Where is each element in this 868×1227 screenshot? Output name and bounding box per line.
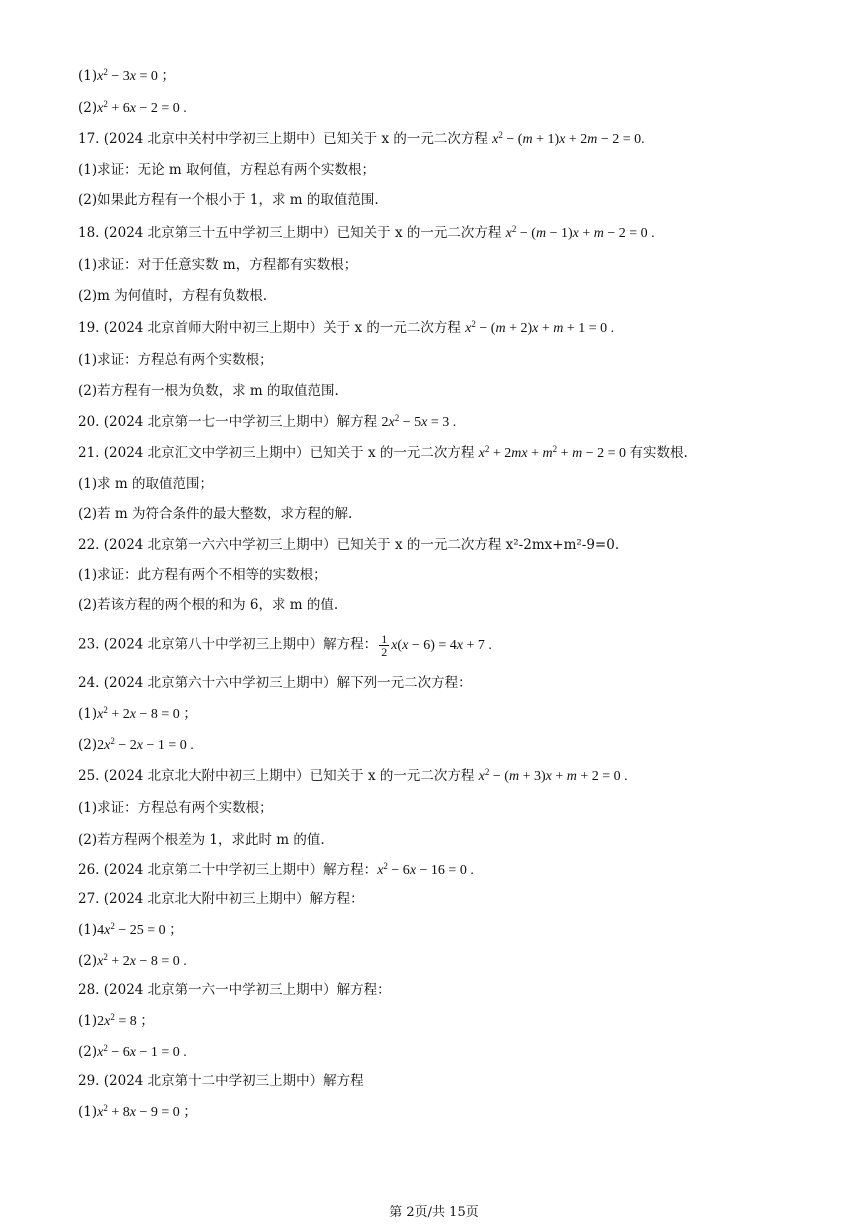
fraction-one-half: $\frac{1}{2}$ <box>381 632 388 659</box>
question-25: 25. (2024 北京北大附中初三上期中）已知关于 x 的一元二次方程 $x^2 - (m + 3)x + m + 2 = 0$ . <box>78 767 628 784</box>
equation: $x^2 - (m + 3)x + m + 2 = 0$ . <box>478 767 628 784</box>
equation: $2x^2 = 8$ ； <box>97 1012 155 1029</box>
question-29: 29. (2024 北京第十二中学初三上期中）解方程 <box>78 1073 364 1089</box>
question-28: 28. (2024 北京第一六一中学初三上期中）解方程： <box>78 982 391 998</box>
equation: $x^2 - (m - 1)x + m - 2 = 0$ . <box>505 224 655 241</box>
question-23: 23. (2024 北京第八十中学初三上期中）解方程： $\frac{1}{2}$ x(x − 6) = 4x + 7 . <box>78 632 492 659</box>
subquestion-29-1: $(1)x^2 + 8x - 9 = 0$ ； <box>78 1103 198 1120</box>
subquestion-21-2: (2)若 m 为符合条件的最大整数，求方程的解. <box>78 506 353 522</box>
subquestion-24-1: $(1)x^2 + 2x - 8 = 0$ ； <box>78 705 198 722</box>
subquestion-24-2: $(2)2x^2 - 2x - 1 = 0$ . <box>78 736 194 753</box>
question-19: 19. (2024 北京首师大附中初三上期中）关于 x 的一元二次方程 $x^2 - (m + 2)x + m + 1 = 0$ . <box>78 319 615 336</box>
subquestion-28-2: $(2)x^2 - 6x - 1 = 0$ . <box>78 1043 187 1060</box>
equation: $x^2 + 2mx + m^2 + m - 2 = 0$ <box>478 444 630 461</box>
question-18: 18. (2024 北京第三十五中学初三上期中）已知关于 x 的一元二次方程 $x^2 - (m - 1)x + m - 2 = 0$ . <box>78 224 655 241</box>
subquestion-18-2: (2)m 为何值时，方程有负数根. <box>78 288 268 304</box>
equation: $x^2 - 6x - 16 = 0$ . <box>377 861 474 878</box>
subquestion-28-1: $(1)2x^2 = 8$ ； <box>78 1012 155 1029</box>
subquestion-25-1: (1)求证：方程总有两个实数根； <box>78 800 273 816</box>
question-20: 20. (2024 北京第一七一中学初三上期中）解方程 $2x^2 - 5x = 3$ . <box>78 413 457 430</box>
subquestion-21-1: (1)求 m 的取值范围； <box>78 476 214 492</box>
subquestion-17-2: (2)如果此方程有一个根小于 1，求 m 的取值范围. <box>78 192 379 208</box>
question-26: 26. (2024 北京第二十中学初三上期中）解方程：$x^2 - 6x - 16 = 0$ . <box>78 861 474 878</box>
equation: $x^2 - 6x - 1 = 0$ . <box>97 1043 187 1060</box>
subquestion-27-1: $(1)4x^2 - 25 = 0$ ； <box>78 921 184 938</box>
subquestion-25-2: (2)若方程两个根差为 1，求此时 m 的值. <box>78 832 325 848</box>
equation: $x^2 + 8x - 9 = 0$ ； <box>97 1103 198 1120</box>
question-22: 22. (2024 北京第一六六中学初三上期中）已知关于 x 的一元二次方程 x²-2mx+m²-9=0. <box>78 537 620 553</box>
equation: $\frac{1}{2}$ x(x − 6) = 4x + 7 . <box>381 632 492 659</box>
subquestion-16-1: $(1)x^2 - 3x = 0$ ； <box>78 67 176 84</box>
equation: $x^2 - 3x = 0$ ； <box>97 67 176 84</box>
page-number-footer: 第 2页/共 15页 <box>389 1205 479 1220</box>
equation: $4x^2 - 25 = 0$ ； <box>97 921 184 938</box>
subquestion-18-1: (1)求证：对于任意实数 m，方程都有实数根； <box>78 257 358 273</box>
subquestion-27-2: $(2)x^2 + 2x - 8 = 0$ . <box>78 952 187 969</box>
equation: $x^2 + 2x - 8 = 0$ . <box>97 952 187 969</box>
equation: $2x^2 - 2x - 1 = 0$ . <box>97 736 194 753</box>
question-27: 27. (2024 北京北大附中初三上期中）解方程： <box>78 891 364 907</box>
subquestion-17-1: (1)求证：无论 m 取何值，方程总有两个实数根； <box>78 162 376 178</box>
equation: $x^2 + 2x - 8 = 0$ ； <box>97 705 198 722</box>
subquestion-22-2: (2)若该方程的两个根的和为 6，求 m 的值. <box>78 597 339 613</box>
subquestion-22-1: (1)求证：此方程有两个不相等的实数根； <box>78 567 327 583</box>
subquestion-19-1: (1)求证：方程总有两个实数根； <box>78 352 273 368</box>
question-24: 24. (2024 北京第六十六中学初三上期中）解下列一元二次方程： <box>78 675 472 691</box>
equation: $x^2 + 6x - 2 = 0$ . <box>97 99 187 116</box>
question-21: 21. (2024 北京汇文中学初三上期中）已知关于 x 的一元二次方程 $x^2 + 2mx + m^2 + m - 2 = 0$ 有实数根. <box>78 444 688 461</box>
equation: $x^2 - (m + 2)x + m + 1 = 0$ . <box>465 319 615 336</box>
equation: $x^2 - (m + 1)x + 2m - 2 = 0$. <box>492 130 645 147</box>
subquestion-19-2: (2)若方程有一根为负数，求 m 的取值范围. <box>78 383 339 399</box>
question-17: 17. (2024 北京中关村中学初三上期中）已知关于 x 的一元二次方程 $x^2 - (m + 1)x + 2m - 2 = 0$. <box>78 130 645 147</box>
equation: $2x^2 - 5x = 3$ . <box>381 413 457 430</box>
subquestion-16-2: $(2)x^2 + 6x - 2 = 0$ . <box>78 99 187 116</box>
